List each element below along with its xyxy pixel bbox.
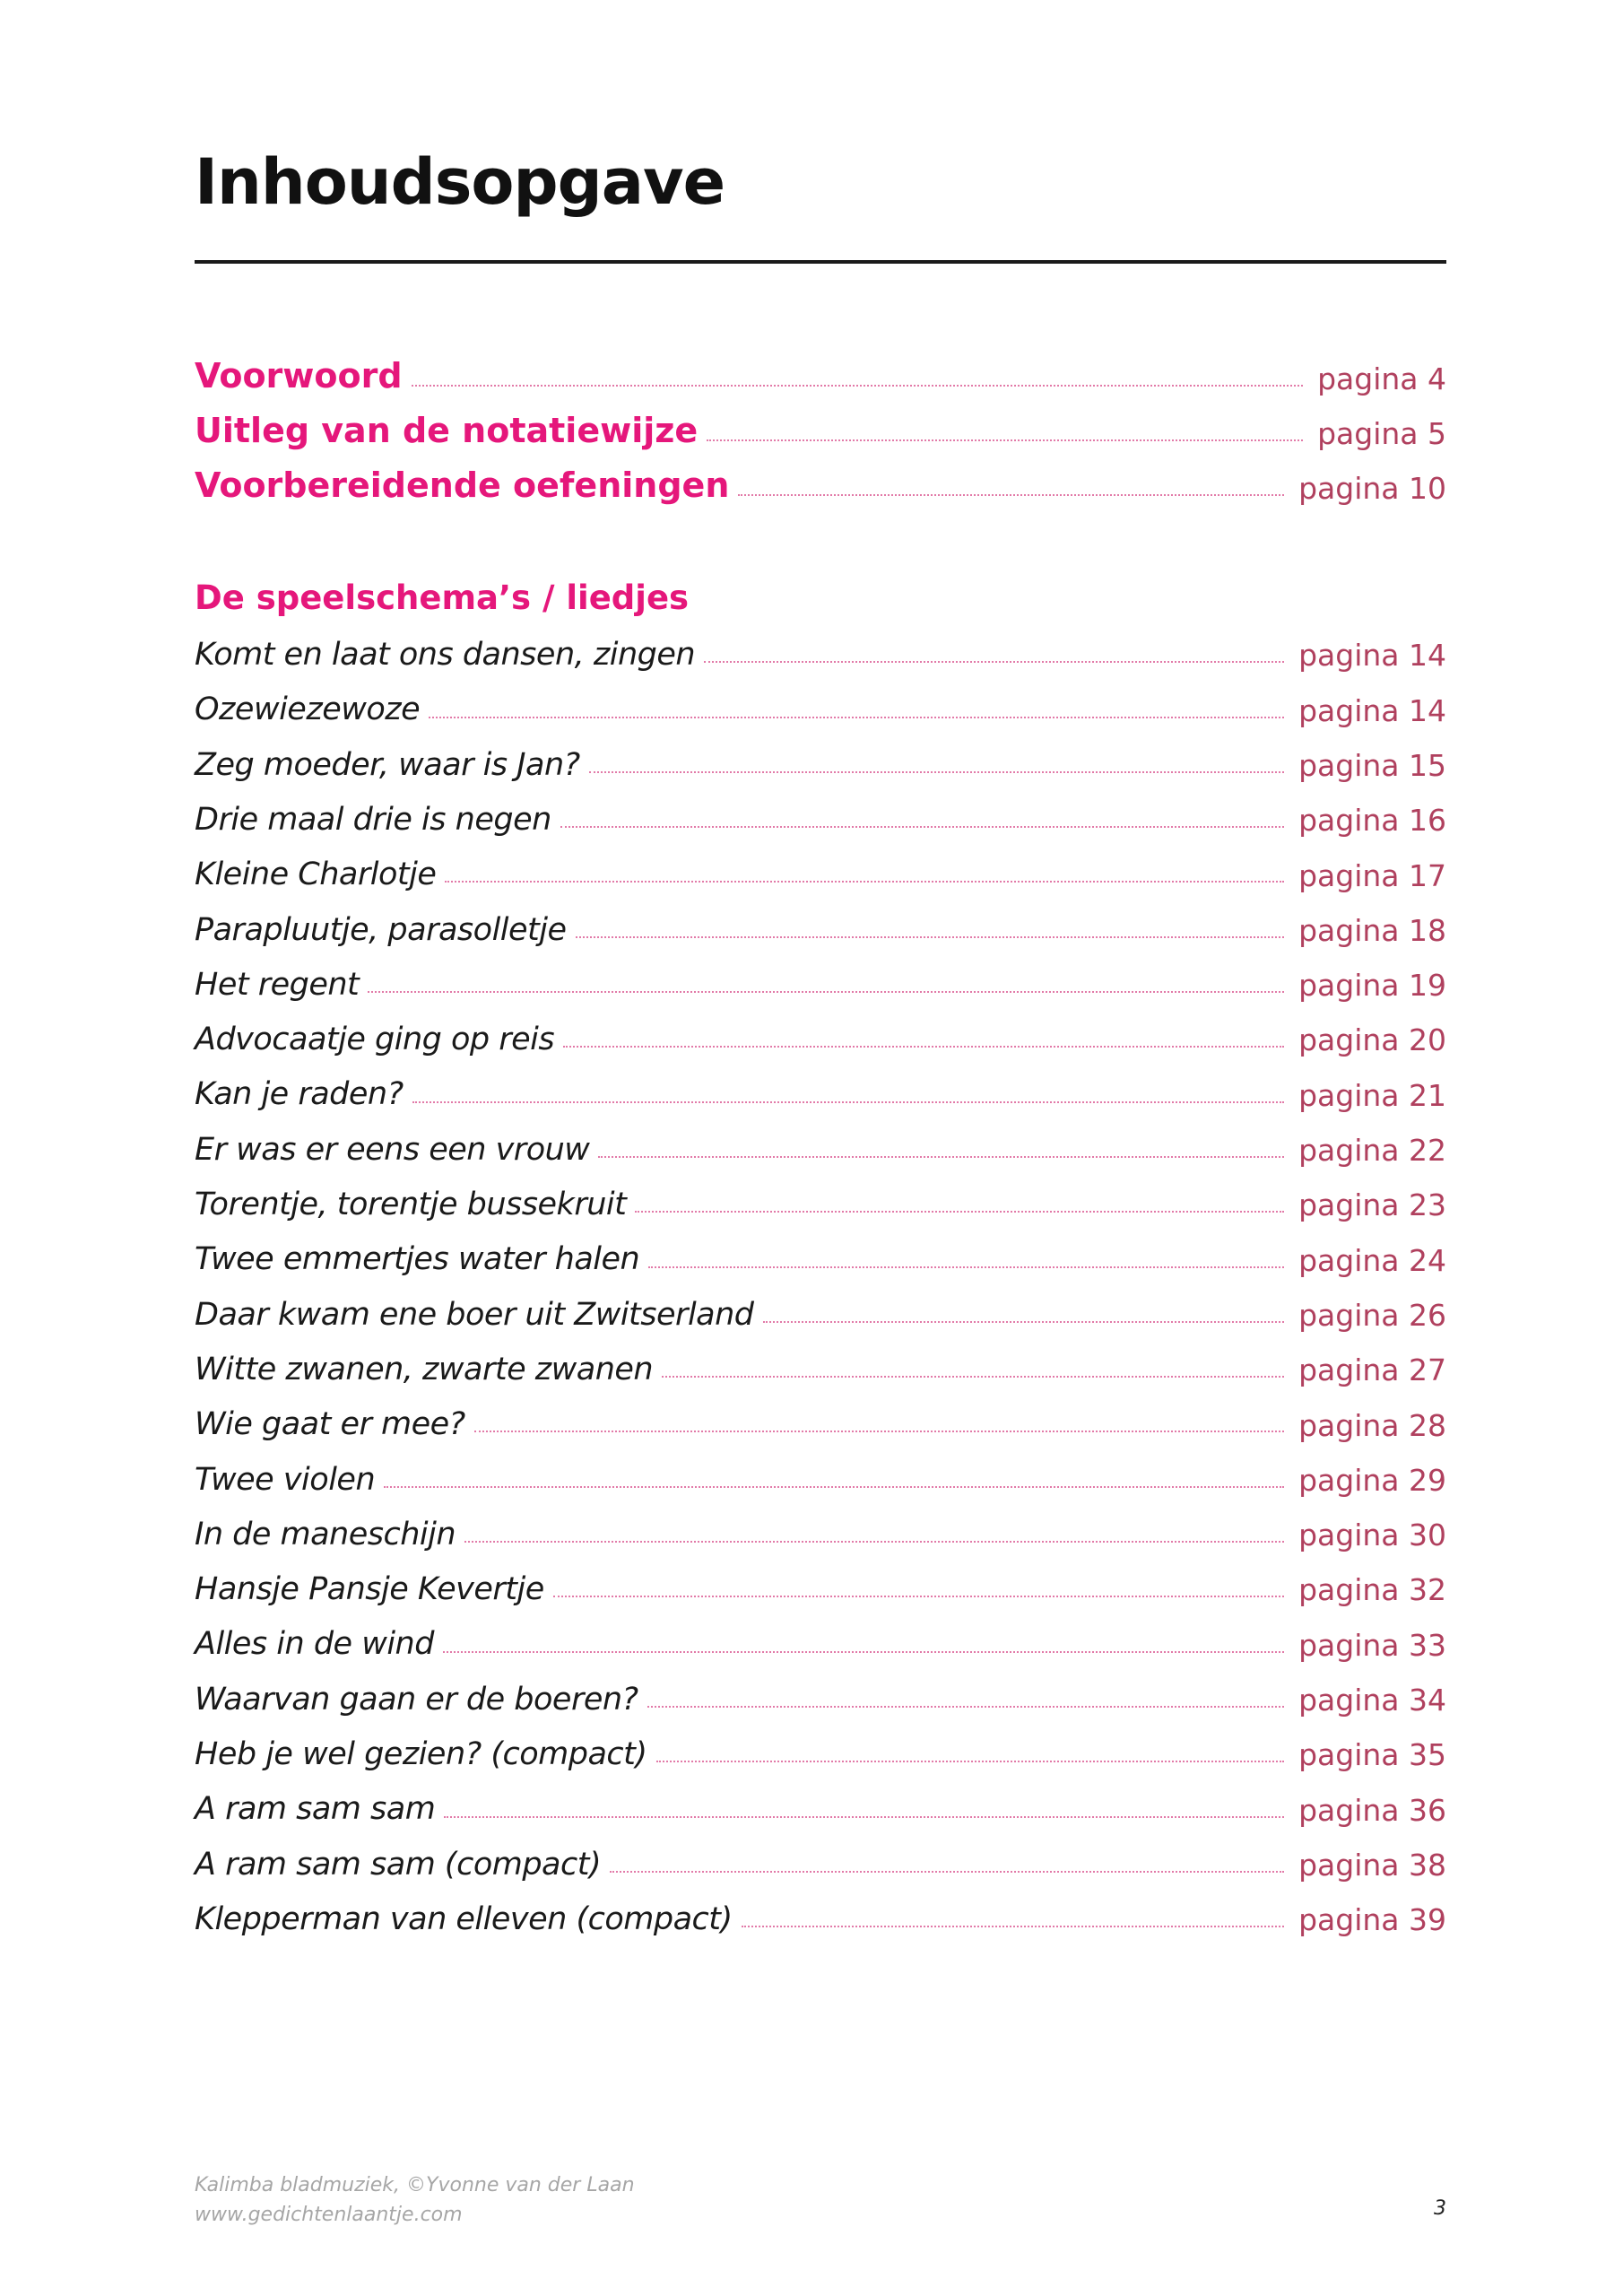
toc-page-number: pagina 10 xyxy=(1298,470,1446,506)
toc-song-entry[interactable] xyxy=(195,637,1446,673)
toc-page-number: pagina 36 xyxy=(1298,1792,1446,1828)
dotted-leader xyxy=(662,1376,1284,1378)
toc-song-title: Drie maal drie is negen xyxy=(195,801,551,838)
toc-song-entry[interactable] xyxy=(195,967,1446,1003)
toc-page-number: pagina 14 xyxy=(1298,638,1446,674)
toc-song-entry[interactable] xyxy=(195,1626,1446,1662)
dotted-leader xyxy=(445,881,1284,883)
toc-entry-label: Voorwoord xyxy=(195,356,403,396)
toc-song-title: Komt en laat ons dansen, zingen xyxy=(195,637,696,673)
toc-song-entry[interactable] xyxy=(195,1682,1446,1718)
dotted-leader xyxy=(763,1321,1285,1323)
toc-song-title: Alles in de wind xyxy=(195,1626,434,1663)
toc-song-entry[interactable] xyxy=(195,1571,1446,1607)
toc-page-number: pagina 18 xyxy=(1298,912,1446,948)
toc-page-number: pagina 38 xyxy=(1298,1847,1446,1883)
toc-page-number: pagina 16 xyxy=(1298,803,1446,839)
toc-song-entry[interactable] xyxy=(195,1847,1446,1883)
toc-song-entry[interactable] xyxy=(195,1736,1446,1772)
toc-song-title: In de maneschijn xyxy=(195,1516,456,1552)
toc-song-title: Ozewiezewoze xyxy=(195,691,421,728)
toc-page-number: pagina 27 xyxy=(1298,1352,1446,1388)
dotted-leader xyxy=(368,991,1284,993)
toc-song-title: Waarvan gaan er de boeren? xyxy=(195,1681,638,1718)
toc-page-number: pagina 21 xyxy=(1298,1077,1446,1113)
footer xyxy=(195,2170,635,2230)
toc-song-title: Witte zwanen, zwarte zwanen xyxy=(195,1351,654,1387)
toc-song-entry[interactable] xyxy=(195,1241,1446,1277)
toc-song-entry[interactable] xyxy=(195,1517,1446,1552)
dotted-leader xyxy=(412,385,1304,387)
toc-song-title: A ram sam sam (compact) xyxy=(195,1846,602,1883)
toc-page-number: pagina 34 xyxy=(1298,1683,1446,1718)
toc-song-title: Twee violen xyxy=(195,1461,376,1498)
toc-song-entry[interactable] xyxy=(195,747,1446,783)
dotted-leader xyxy=(647,1706,1284,1708)
toc-page-number: pagina 24 xyxy=(1298,1242,1446,1278)
toc-page-number: pagina 26 xyxy=(1298,1297,1446,1333)
toc-song-title: Kleine Charlotje xyxy=(195,857,437,893)
dotted-leader xyxy=(635,1211,1284,1213)
dotted-leader xyxy=(610,1871,1284,1873)
toc-song-title: Het regent xyxy=(195,966,360,1003)
toc-page-number: pagina 4 xyxy=(1317,361,1446,396)
dotted-leader xyxy=(704,661,1284,663)
dotted-leader xyxy=(576,936,1285,938)
toc-page-number: pagina 30 xyxy=(1298,1518,1446,1553)
toc-entry-voorwoord[interactable] xyxy=(195,357,1446,396)
dotted-leader xyxy=(443,1651,1284,1653)
dotted-leader xyxy=(384,1486,1284,1488)
dotted-leader xyxy=(656,1761,1285,1762)
dotted-leader xyxy=(738,494,1284,496)
toc-song-entry[interactable] xyxy=(195,1022,1446,1057)
toc-song-title: Klepperman van elleven (compact) xyxy=(195,1900,733,1937)
toc-song-title: Twee emmertjes water halen xyxy=(195,1241,640,1278)
toc-page-number: pagina 17 xyxy=(1298,857,1446,893)
toc-page-number: pagina 29 xyxy=(1298,1462,1446,1498)
dotted-leader xyxy=(474,1431,1284,1432)
toc-page-number: pagina 22 xyxy=(1298,1133,1446,1168)
toc-song-entry[interactable] xyxy=(195,857,1446,892)
toc-page-number: pagina 20 xyxy=(1298,1022,1446,1058)
toc-song-entry[interactable] xyxy=(195,912,1446,948)
dotted-leader xyxy=(412,1101,1284,1103)
toc-song-title: Hansje Pansje Kevertje xyxy=(195,1571,544,1608)
toc-song-entry[interactable] xyxy=(195,1406,1446,1442)
dotted-leader xyxy=(742,1926,1284,1927)
toc-song-title: Wie gaat er mee? xyxy=(195,1406,465,1443)
page-number: 3 xyxy=(1434,2197,1446,2220)
toc-page-number: pagina 39 xyxy=(1298,1902,1446,1938)
toc-page-number: pagina 28 xyxy=(1298,1407,1446,1443)
toc-entry-label: Uitleg van de notatiewijze xyxy=(195,411,699,450)
toc-song-entry[interactable] xyxy=(195,1132,1446,1168)
dotted-leader xyxy=(563,1046,1284,1048)
toc-song-title: Er was er eens een vrouw xyxy=(195,1131,590,1168)
toc-song-title: A ram sam sam xyxy=(195,1791,436,1828)
toc-song-entry[interactable] xyxy=(195,1076,1446,1112)
toc-page-number: pagina 5 xyxy=(1317,415,1446,451)
title-rule xyxy=(195,260,1446,264)
toc-song-entry[interactable] xyxy=(195,1352,1446,1387)
footer-website: www.gedichtenlaantje.com xyxy=(195,2204,463,2226)
toc-song-title: Torentje, torentje bussekruit xyxy=(195,1187,627,1222)
dotted-leader xyxy=(553,1596,1284,1597)
toc-song-title: Parapluutje, parasolletje xyxy=(195,911,567,948)
toc-page-number: pagina 14 xyxy=(1298,692,1446,728)
toc-song-entry[interactable] xyxy=(195,802,1446,838)
toc-song-entry[interactable] xyxy=(195,1901,1446,1937)
dotted-leader xyxy=(464,1541,1284,1543)
toc-entry-uitleg[interactable] xyxy=(195,412,1446,451)
dotted-leader xyxy=(707,439,1303,441)
page-title: Inhoudsopgave xyxy=(195,145,725,219)
dotted-leader xyxy=(648,1266,1284,1268)
dotted-leader xyxy=(560,826,1284,828)
toc-page-number: pagina 15 xyxy=(1298,747,1446,783)
toc-song-entry[interactable] xyxy=(195,1791,1446,1827)
toc-song-title: Advocaatje ging op reis xyxy=(195,1022,555,1058)
toc-song-entry[interactable] xyxy=(195,1187,1446,1222)
dotted-leader xyxy=(589,771,1284,773)
section-heading: De speelschema’s / liedjes xyxy=(195,578,690,617)
toc-song-title: Heb je wel gezien? (compact) xyxy=(195,1736,647,1772)
dotted-leader xyxy=(444,1816,1284,1818)
toc-entry-label: Voorbereidende oefeningen xyxy=(195,465,730,505)
toc-song-entry[interactable] xyxy=(195,691,1446,727)
toc-entry-oefeningen[interactable] xyxy=(195,466,1446,506)
toc-page-number: pagina 23 xyxy=(1298,1187,1446,1223)
toc-page-number: pagina 32 xyxy=(1298,1572,1446,1608)
toc-page-number: pagina 19 xyxy=(1298,968,1446,1004)
toc-song-title: Daar kwam ene boer uit Zwitserland xyxy=(195,1296,754,1333)
toc-song-entry[interactable] xyxy=(195,1462,1446,1498)
toc-song-title: Kan je raden? xyxy=(195,1076,404,1113)
footer-copyright: Kalimba bladmuziek, ©Yvonne van der Laan xyxy=(195,2174,635,2196)
dotted-leader xyxy=(598,1156,1284,1158)
toc-page-number: pagina 35 xyxy=(1298,1737,1446,1773)
dotted-leader xyxy=(429,717,1284,718)
toc-song-title: Zeg moeder, waar is Jan? xyxy=(195,746,580,783)
toc-song-entry[interactable] xyxy=(195,1297,1446,1333)
toc-page-number: pagina 33 xyxy=(1298,1627,1446,1663)
